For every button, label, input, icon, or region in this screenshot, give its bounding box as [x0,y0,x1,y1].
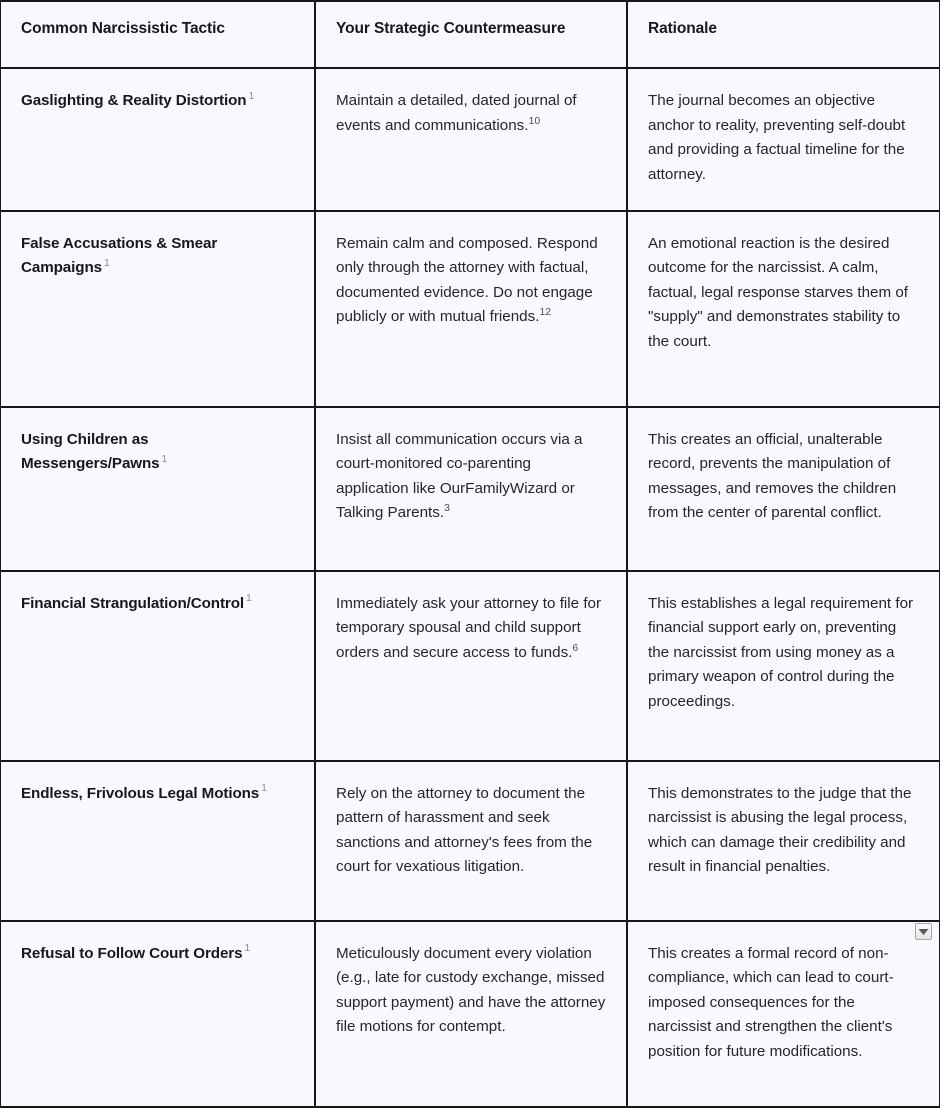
countermeasure-text: Meticulously document every violation (e.g., late for custody exchange, missed support payment) and have the attorney file motions for contempt. [336,944,606,1036]
citation-ref: 12 [539,306,552,319]
rationale-text: This creates a formal record of non-compliance, which can lead to court-imposed consequences for the narcissist and strengthen the client's position for future modifications. [648,944,894,1060]
citation-ref: 3 [444,502,450,515]
tactic-label: Financial Strangulation/Control [21,594,245,612]
citation-ref: 1 [246,592,252,605]
scroll-down-button[interactable] [915,923,932,940]
citation-ref: 1 [244,942,251,955]
cell-countermeasure [315,761,627,921]
citation-ref: 1 [261,782,267,795]
cell-rationale [627,761,939,921]
table-row [1,211,939,407]
cell-tactic [1,921,315,1108]
countermeasure-text: Maintain a detailed, dated journal of events and communications. [336,92,577,134]
column-header-tactic: Common Narcissistic Tactic [1,2,315,68]
rationale-text: This demonstrates to the judge that the narcissist is abusing the legal process, which can damage their credibility and result in financial penalties. [648,784,912,876]
citation-ref: 1 [248,89,255,102]
cell-countermeasure [315,407,627,571]
cell-rationale [627,211,939,407]
tactic-label: Gaslighting & Reality Distortion [21,92,247,109]
citation-ref: 6 [572,641,579,654]
cell-tactic [1,68,315,211]
cell-tactic [1,571,315,761]
countermeasure-text: Insist all communication occurs via a court-monitored co-parenting application like OurFamilyWizard or Talking Parents. [336,430,583,522]
tactic-label: Using Children as Messengers/Pawns [21,430,160,473]
chevron-down-icon [918,928,929,936]
cell-rationale [627,921,939,1108]
cell-countermeasure [315,211,627,407]
table-body [1,68,939,1108]
table-row [1,921,939,1108]
cell-countermeasure [315,921,627,1108]
rationale-text: An emotional reaction is the desired outcome for the narcissist. A calm, factual, legal response starves them of "supply" and demonstrates stability to the court. [648,234,909,350]
cell-countermeasure [315,571,627,761]
tactics-table [1,2,939,1108]
cell-tactic [1,761,315,921]
citation-ref: 10 [528,114,541,127]
cell-countermeasure [315,68,627,211]
tactic-label: False Accusations & Smear Campaigns [21,234,218,277]
cell-rationale [627,407,939,571]
countermeasure-text: Remain calm and composed. Respond only through the attorney with factual, documented evidence. Do not engage publicly or with mutual friends. [336,234,598,326]
citation-ref: 1 [161,453,168,466]
table-row [1,68,939,211]
tactic-label: Endless, Frivolous Legal Motions [21,784,260,802]
table-row [1,407,939,571]
countermeasure-text: Immediately ask your attorney to file for temporary spousal and child support orders and secure access to funds. [336,594,602,661]
rationale-text: This establishes a legal requirement for financial support early on, preventing the narcissist from using money as a primary weapon of control during the proceedings. [648,594,914,710]
table-row [1,571,939,761]
cell-rationale [627,68,939,211]
table-header-row [1,2,939,68]
column-header-rationale: Rationale [627,2,939,68]
table-row [1,761,939,921]
cell-rationale [627,571,939,761]
rationale-text: This creates an official, unalterable record, prevents the manipulation of messages, and removes the children from the center of parental conflict. [648,430,897,522]
citation-ref: 1 [103,257,110,270]
rationale-text: The journal becomes an objective anchor to reality, preventing self-doubt and providing a factual timeline for the attorney. [648,92,906,183]
column-header-countermeasure: Your Strategic Countermeasure [315,2,627,68]
cell-tactic [1,407,315,571]
tactic-label: Refusal to Follow Court Orders [21,944,243,962]
countermeasure-text: Rely on the attorney to document the pattern of harassment and seek sanctions and attorney's fees from the court for vexatious litigation. [336,784,593,876]
cell-tactic [1,211,315,407]
table-header [1,2,939,68]
